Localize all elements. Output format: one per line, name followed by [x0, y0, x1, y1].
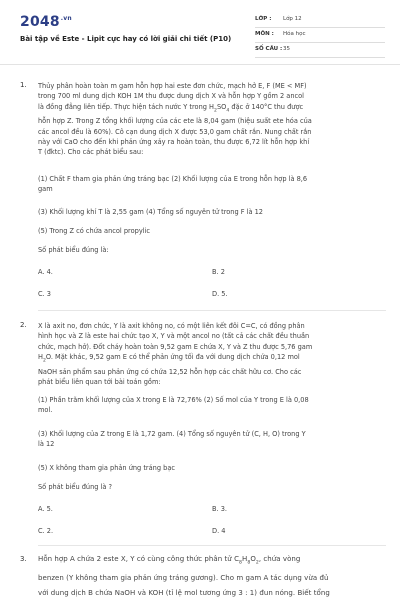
statement-1: [38, 174, 386, 195]
header-divider: [0, 64, 400, 65]
meta-row-class: [255, 13, 385, 28]
stem-line: với dung dịch B chứa NaOH và KOH (tỉ lệ mol tương ứng 3 : 1) đun nóng. Biết tổng: [38, 588, 330, 597]
meta-key: LỚP :: [255, 16, 272, 22]
stem-line: trong 700 ml dung dịch KOH 1M thu được dung dịch X và hỗn hợp Y gồm 2 ancol: [38, 92, 305, 101]
statement-line: (3) Khối lượng của Z trong E là 1,72 gam. (4) Tổng số nguyên tử (C, H, O) trong Y: [38, 430, 306, 438]
stem-line: chức, mạch hở). Đốt cháy hoàn toàn 9,52 gam E chứa X, Y và Z thu được 5,76 gam: [38, 342, 313, 351]
stem-line: [38, 102, 386, 117]
page-title: Bài tập về Este - Lipit cực hay có lời giải chi tiết (P10): [20, 35, 232, 43]
option-a[interactable]: A. 5.: [38, 505, 53, 513]
formula-subscript: 2: [255, 560, 259, 566]
meta-value: 35: [283, 46, 290, 52]
statement-line: là 12: [38, 440, 55, 449]
statement-3: [38, 226, 386, 236]
question-stem: [38, 552, 386, 601]
stem-line: T (đktc). Cho các phát biểu sau:: [38, 148, 144, 157]
stem-line: Thủy phân hoàn toàn m gam hỗn hợp hai este đơn chức, mạch hở E, F (ME < MF): [38, 82, 307, 90]
stem-text: O. Mặt khác, 9,52 gam E có thể phản ứng tối đa với dung dịch chứa 0,12 mol: [45, 352, 300, 361]
stem-line: NaOH sản phẩm sau phản ứng có chứa 12,52 hỗn hợp các chất hữu cơ. Cho các: [38, 367, 302, 376]
statement-line: (5) Trong Z có chứa ancol propylic: [38, 227, 151, 235]
meta-row-subject: [255, 28, 385, 43]
formula-text: O: [250, 555, 256, 563]
meta-row-count: [255, 43, 385, 58]
statement-line: (5) X không tham gia phản ứng tráng bạc: [38, 464, 175, 472]
stem-line: các ancol đều là 60%). Cô cạn dung dịch X được 53,0 gam chất rắn. Nung chất rắn: [38, 127, 312, 136]
stem-line: phát biểu liên quan tới bài toán gồm:: [38, 377, 161, 386]
meta-info: [255, 13, 385, 58]
stem-line: [38, 552, 386, 571]
question-divider: [38, 310, 386, 311]
question-divider: [38, 545, 386, 546]
meta-value: Lớp 12: [283, 16, 302, 22]
statement-line: (3) Khối lượng khí T là 2,55 gam (4) Tổng số nguyên tử trong F là 12: [38, 208, 264, 216]
meta-key: MÔN :: [255, 31, 274, 37]
statement-1: [38, 395, 386, 416]
question-number: 1.: [20, 81, 27, 89]
stem-text: , chứa vòng: [258, 555, 301, 563]
formula-text: H: [209, 102, 215, 111]
option-c[interactable]: C. 2.: [38, 527, 54, 535]
statement-line: mol.: [38, 406, 53, 415]
statement-line: (1) Chất F tham gia phản ứng tráng bạc (2) Khối lượng của E trong hỗn hợp là 8,6: [38, 175, 308, 183]
formula-text: H: [38, 352, 43, 361]
stem-line: [38, 352, 386, 367]
question-prompt: [38, 245, 386, 255]
stem-text: đặc ở 140°C thu được: [229, 102, 304, 111]
option-d[interactable]: D. 5.: [212, 290, 228, 298]
stem-line: benzen (Y không tham gia phản ứng tráng gương). Cho m gam A tác dụng vừa đủ: [38, 574, 329, 583]
meta-key: SỐ CÂU :: [255, 46, 283, 52]
question-stem: [38, 321, 386, 387]
header: [0, 0, 400, 60]
statement-2: [38, 429, 386, 450]
statement-2: [38, 207, 386, 217]
stem-text: là đồng đẳng liên tiếp. Thực hiện tách nước Y trong: [38, 102, 210, 111]
stem-text: Hỗn hợp A chứa 2 este X, Y có cùng công thức phân tử: [38, 555, 235, 563]
statement-line: (1) Phần trăm khối lượng của X trong E là 72,76% (2) Số mol của Y trong E là 0,08: [38, 396, 309, 404]
question-prompt: [38, 482, 386, 492]
formula-subscript: 2: [214, 107, 217, 113]
formula-subscript: 2: [42, 358, 46, 364]
formula-subscript: 4: [226, 107, 230, 113]
formula-text: C: [234, 555, 240, 563]
stem-line: này với CaO cho đến khi phản ứng xảy ra hoàn toàn, thu được 6,72 lít hỗn hợp khí: [38, 137, 310, 146]
formula-subscript: 8: [247, 560, 251, 566]
prompt-text: Số phát biểu đúng là ?: [38, 483, 113, 491]
option-b[interactable]: B. 3.: [212, 505, 228, 513]
option-d[interactable]: D. 4: [212, 527, 226, 535]
site-logo[interactable]: [20, 14, 72, 30]
stem-line: hình học và Z là este hai chức tạo X, Y và một ancol no (tất cả các chất đều thuần: [38, 332, 310, 341]
statement-line: gam: [38, 185, 53, 194]
formula-subscript: 8: [239, 560, 242, 566]
meta-value: Hóa học: [283, 31, 306, 37]
question-stem: [38, 81, 386, 157]
formula-text: SO: [216, 102, 227, 111]
prompt-text: Số phát biểu đúng là:: [38, 246, 109, 254]
stem-line: hỗn hợp Z. Trong Z tổng khối lượng của các ete là 8,04 gam (hiệu suất ete hóa của: [38, 117, 312, 126]
question-number: 2.: [20, 321, 27, 329]
question-number: 3.: [20, 555, 27, 563]
option-c[interactable]: C. 3: [38, 290, 51, 298]
option-a[interactable]: A. 4.: [38, 268, 53, 276]
logo-text: 2048: [20, 14, 60, 30]
stem-line: X là axit no, đơn chức, Y là axit không no, có một liên kết đôi C=C, có đồng phân: [38, 322, 305, 330]
option-b[interactable]: B. 2: [212, 268, 225, 276]
statement-3: [38, 463, 386, 473]
logo-suffix: .vn: [60, 15, 72, 23]
formula-text: H: [242, 555, 248, 563]
